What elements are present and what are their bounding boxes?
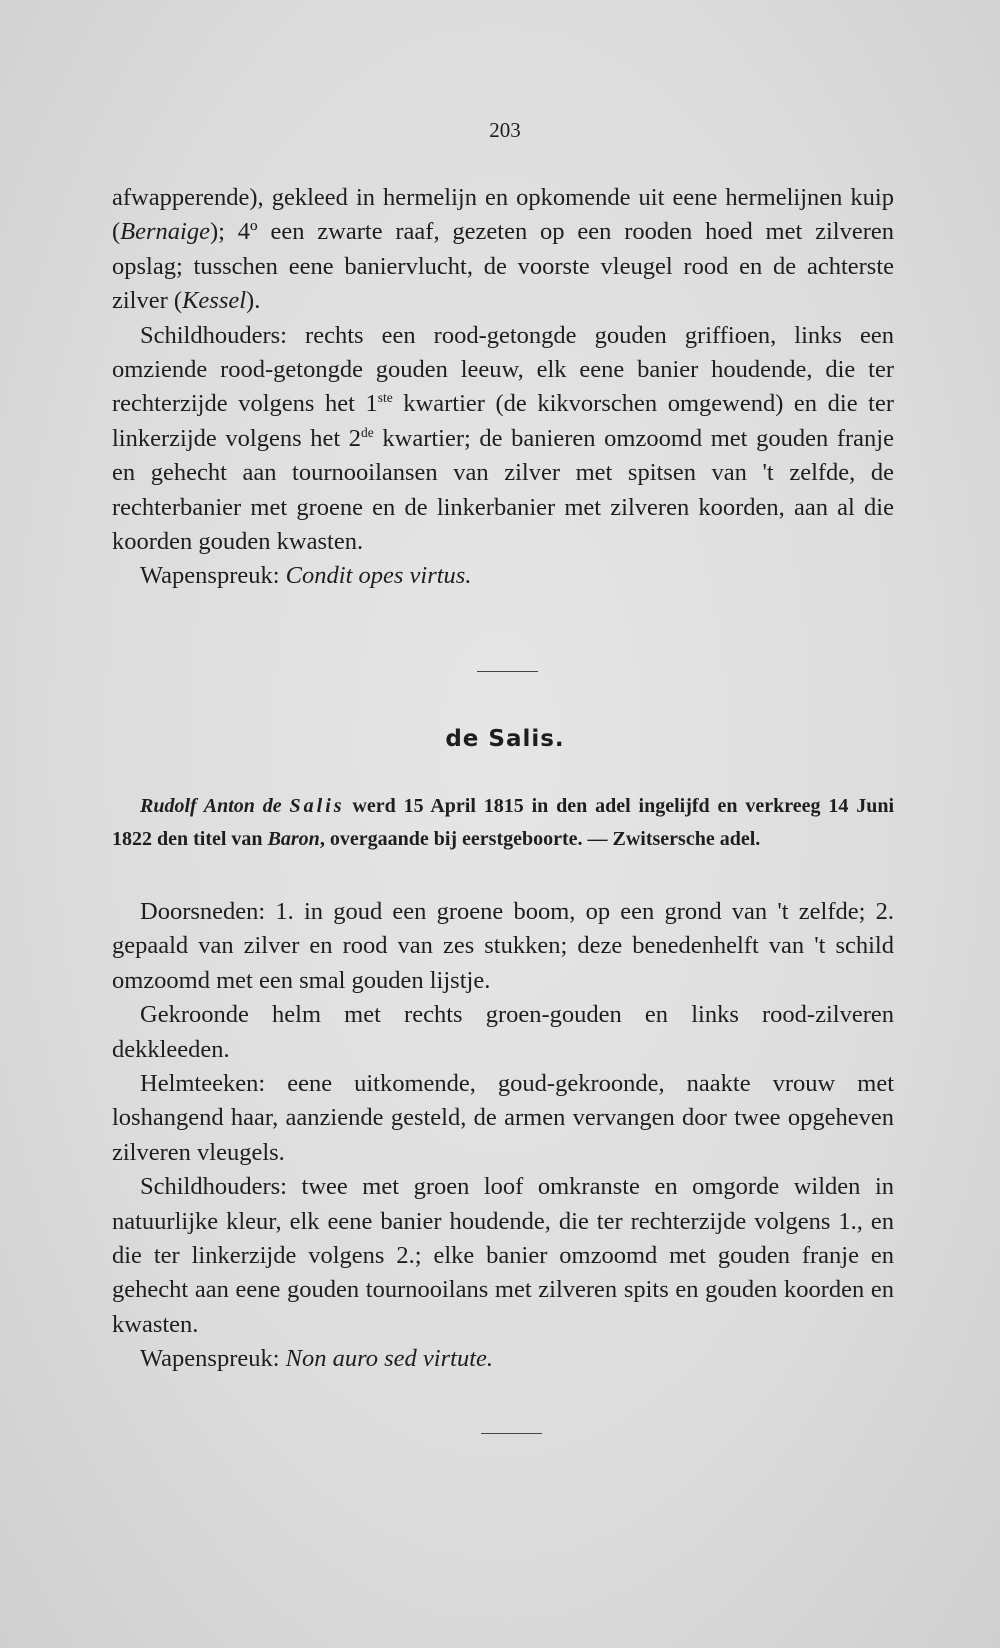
motto-label: Wapenspreuk: — [140, 1345, 286, 1373]
section-divider — [481, 1433, 542, 1434]
text-run: afwapperende), gekleed in hermelijn en opkomende uit eene hermelijnen kuip ( — [112, 184, 894, 246]
paragraph-helm: Gekroonde helm met rechts groen-gouden en links rood-zilveren dekkleeden. — [112, 1001, 894, 1063]
text-run: , overgaande bij eerstgeboorte. — Zwitsersche adel. — [319, 828, 761, 850]
paragraph-schildhouders: Schildhouders: twee met groen loof omkranste en omgorde wilden in natuurlijke kleur, elk eene banier houdende, die ter rechterzijde volgens 1., en die ter linkerzijde volgens 2.; elke banier omzoomd met gouden franje en gehecht aan eene gouden tournooilans met zilveren spits en gouden koorden en kwasten. — [112, 1173, 894, 1338]
motto-text: Condit opes virtus. — [285, 562, 472, 590]
italic-name: Bernaige — [120, 218, 210, 246]
text-run: ). — [246, 287, 261, 315]
paragraph-schildhouders — [112, 319, 894, 560]
text-run: kwartier; de banieren omzoomd met gouden franje en gehecht aan tournooilansen van zilver met spitsen van 't zelfde, de rechterbanier met groene en de linkerbanier met zilveren koorden, aan al die koorden gouden kwasten. — [112, 424, 894, 556]
superscript: de — [361, 424, 374, 440]
section-divider — [477, 671, 538, 672]
italic-name: Salis — [289, 795, 345, 817]
section-salis-text — [112, 895, 894, 1377]
page-number: 203 — [489, 118, 521, 142]
section-heading: de Salis. — [445, 726, 565, 752]
paragraph-continuation — [112, 181, 894, 319]
paragraph-helmteeken: Helmteeken: eene uitkomende, goud-gekroonde, naakte vrouw met loshangend haar, aanziende gesteld, de armen vervangen door twee opgeheven zilveren vleugels. — [112, 1070, 894, 1166]
text-run: Schildhouders: rechts een rood-getongde gouden griffioen, links een omziende rood-getongde gouden leeuw, elk eene banier houdende, die ter rechterzijde volgens het 1 — [112, 321, 894, 418]
paragraph-motto — [112, 559, 894, 593]
intro-paragraph — [112, 790, 894, 856]
motto-text: Non auro sed virtute. — [285, 1345, 494, 1373]
italic-title: Baron — [267, 828, 320, 850]
italic-name: Kessel — [182, 287, 247, 315]
text-run: kwartier (de kikvorschen omgewend) en die ter linkerzijde volgens het 2 — [112, 390, 894, 452]
italic-name: Rudolf Anton de — [140, 795, 282, 817]
motto-label: Wapenspreuk: — [140, 562, 286, 590]
section-continued-text — [112, 181, 894, 594]
superscript: ste — [377, 390, 393, 406]
paragraph-doorsneden: Doorsneden: 1. in goud een groene boom, op een grond van 't zelfde; 2. gepaald van zilver en rood van zes stukken; deze benedenhelft van 't schild omzoomd met een smal gouden lijstje. — [112, 898, 894, 994]
text-run: werd 15 April 1815 in den adel ingelijfd en verkreeg 14 Juni 1822 den titel van — [112, 795, 894, 850]
paragraph-motto — [112, 1342, 894, 1376]
text-run: ); 4º een zwarte raaf, gezeten op een rooden hoed met zilveren opslag; tusschen eene baniervlucht, de voorste vleugel rood en de achterste zilver ( — [112, 218, 894, 315]
